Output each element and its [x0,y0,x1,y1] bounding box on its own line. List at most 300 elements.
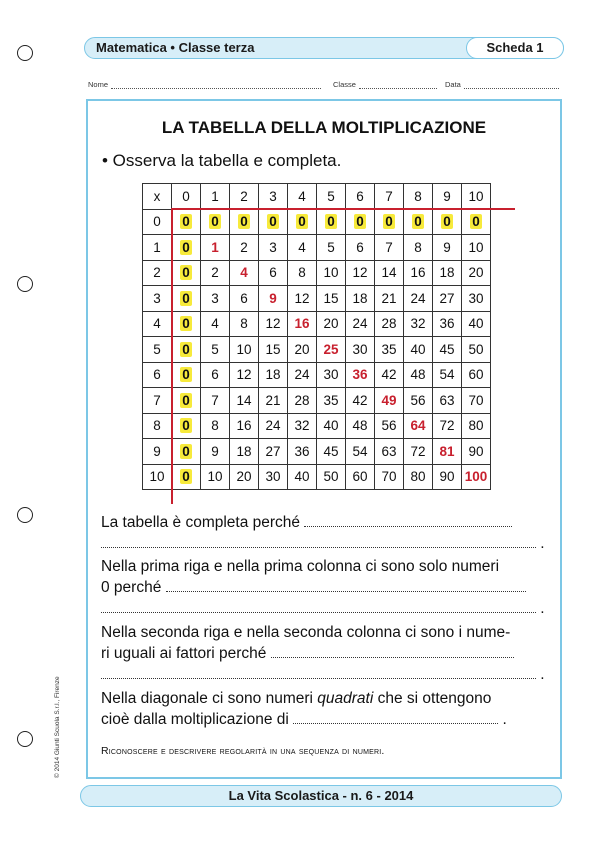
cell-value: 12 [265,316,281,332]
cell-value: 0 [182,392,190,408]
cell-value: 0 [182,290,190,306]
cell-value: 1 [211,239,219,255]
table-cell [259,388,288,414]
page-title: LA TABELLA DELLA MOLTIPLICAZIONE [161,118,487,137]
table-row [143,286,491,312]
table-cell [259,362,288,388]
column-header-cell: 2 [230,184,259,210]
table-cell [201,337,230,363]
table-cell [404,311,433,337]
row-header-cell: 6 [143,362,172,388]
cell-value: 8 [211,418,219,434]
cell-value: 10 [468,239,484,255]
table-cell [462,260,491,286]
table-cell [288,464,317,490]
footer-bar: La Vita Scolastica - n. 6 - 2014 [80,785,562,807]
table-cell [230,209,259,235]
cell-value: 0 [327,214,335,230]
red-row-separator [171,208,515,210]
table-cell [230,235,259,261]
table-cell [317,464,346,490]
cell-value: 12 [236,367,252,383]
table-row [143,464,491,490]
cell-value: 28 [294,392,310,408]
table-cell [375,362,404,388]
table-cell [404,286,433,312]
cell-value: 21 [265,392,281,408]
table-cell [201,362,230,388]
table-cell [288,286,317,312]
cell-value: 5 [211,341,219,357]
question-4-text-post: che si ottengono [373,690,492,707]
red-column-separator [171,208,173,504]
cell-value: 40 [323,418,339,434]
table-header-row [143,184,491,210]
cell-value: 10 [207,469,223,485]
table-cell [288,209,317,235]
column-header-cell: 10 [462,184,491,210]
answer-line[interactable] [271,645,514,658]
table-cell [462,311,491,337]
cell-value: 80 [468,418,484,434]
table-cell [433,209,462,235]
cell-value: 72 [410,443,426,459]
table-cell [346,464,375,490]
column-header-cell: 4 [288,184,317,210]
cell-value: 25 [323,341,339,357]
answer-line[interactable] [166,579,526,592]
table-corner-cell: x [143,184,172,210]
learning-objective: Riconoscere e descrivere regolarità in una sequenza di numeri. [101,745,385,757]
table-cell [375,439,404,465]
answer-line[interactable] [293,711,498,724]
table-cell [346,235,375,261]
row-header-cell: 10 [143,464,172,490]
cell-value: 0 [182,316,190,332]
table-cell [288,311,317,337]
table-cell [259,286,288,312]
cell-value: 42 [352,392,368,408]
cell-value: 56 [381,418,397,434]
cell-value: 7 [211,392,219,408]
table-cell [230,388,259,414]
cell-value: 36 [439,316,455,332]
column-header-cell: 9 [433,184,462,210]
table-cell [288,235,317,261]
cell-value: 27 [265,443,281,459]
cell-value: 27 [439,290,455,306]
table-cell [375,464,404,490]
table-cell [172,337,201,363]
cell-value: 0 [182,214,190,230]
table-cell [201,235,230,261]
cell-value: 18 [439,265,455,281]
question-2-text-b: 0 perché [101,579,162,596]
cell-value: 6 [211,367,219,383]
cell-value: 24 [410,290,426,306]
class-label: Classe [333,80,356,89]
subject-title: Matematica • Classe terza [96,40,255,55]
cell-value: 7 [385,239,393,255]
cell-value: 54 [352,443,368,459]
table-cell [404,413,433,439]
multiplication-table [142,183,491,490]
row-header-cell: 9 [143,439,172,465]
table-cell [433,362,462,388]
table-cell [404,235,433,261]
row-header-cell: 0 [143,209,172,235]
table-cell [404,209,433,235]
table-cell [375,209,404,235]
table-cell [462,439,491,465]
table-cell [172,209,201,235]
cell-value: 70 [468,392,484,408]
table-row [143,413,491,439]
cell-value: 9 [443,239,451,255]
cell-value: 80 [410,469,426,485]
cell-value: 16 [294,316,310,332]
row-header-cell: 5 [143,337,172,363]
question-4-emphasis: quadrati [317,690,374,707]
table-cell [317,413,346,439]
table-cell [433,388,462,414]
cell-value: 0 [182,367,190,383]
cell-value: 49 [381,392,397,408]
cell-value: 0 [298,214,306,230]
table-cell [462,286,491,312]
cell-value: 48 [410,367,426,383]
table-cell [346,260,375,286]
table-cell [172,311,201,337]
cell-value: 20 [236,469,252,485]
table-cell [259,311,288,337]
cell-value: 0 [472,214,480,230]
row-header-cell: 4 [143,311,172,337]
answer-line[interactable] [101,666,536,679]
table-cell [346,439,375,465]
table-cell [375,235,404,261]
table-cell [259,439,288,465]
table-cell [375,337,404,363]
student-fields [88,80,560,92]
table-cell [346,311,375,337]
question-4-text-b: cioè dalla moltiplicazione di [101,711,289,728]
row-header-cell: 1 [143,235,172,261]
table-cell [317,337,346,363]
table-cell [201,286,230,312]
table-row [143,235,491,261]
table-cell [433,413,462,439]
cell-value: 24 [265,418,281,434]
cell-value: 40 [468,316,484,332]
table-cell [433,337,462,363]
instruction: • Osserva la tabella e completa. [102,151,342,170]
table-cell [404,362,433,388]
cell-value: 50 [323,469,339,485]
table-cell [288,337,317,363]
table-cell [404,464,433,490]
table-cell [259,260,288,286]
cell-value: 36 [352,367,368,383]
table-cell [375,286,404,312]
copyright-notice: © 2014 Giunti Scuola S.r.l., Firenze [54,676,61,778]
column-header-cell: 3 [259,184,288,210]
table-cell [375,413,404,439]
cell-value: 6 [356,239,364,255]
cell-value: 15 [323,290,339,306]
cell-value: 4 [211,316,219,332]
cell-value: 20 [468,265,484,281]
table-cell [201,464,230,490]
cell-value: 6 [269,265,277,281]
table-cell [346,286,375,312]
table-cell [230,439,259,465]
table-cell [172,260,201,286]
cell-value: 35 [323,392,339,408]
table-row [143,439,491,465]
question-2: Nella prima riga e nella prima colonna ci sono solo numeri 0 perché . [101,558,545,617]
column-header-cell: 0 [172,184,201,210]
cell-value: 0 [443,214,451,230]
table-cell [433,439,462,465]
cell-value: 2 [240,239,248,255]
cell-value: 30 [323,367,339,383]
cell-value: 0 [182,469,190,485]
cell-value: 0 [211,214,219,230]
table-cell [317,286,346,312]
table-cell [317,235,346,261]
cell-value: 42 [381,367,397,383]
class-field[interactable] [333,80,437,89]
cell-value: 5 [327,239,335,255]
table-cell [259,337,288,363]
table-cell [433,235,462,261]
question-3-text-b: ri uguali ai fattori perché [101,645,267,662]
cell-value: 40 [410,341,426,357]
cell-value: 0 [385,214,393,230]
cell-value: 9 [211,443,219,459]
cell-value: 4 [298,239,306,255]
table-cell [317,209,346,235]
table-cell [346,337,375,363]
row-header-cell: 7 [143,388,172,414]
table-cell [172,388,201,414]
table-cell [317,260,346,286]
cell-value: 60 [468,367,484,383]
binder-hole [17,507,33,523]
table-cell [230,260,259,286]
table-cell [433,260,462,286]
cell-value: 54 [439,367,455,383]
cell-value: 0 [356,214,364,230]
cell-value: 72 [439,418,455,434]
table-cell [462,209,491,235]
question-4-text-pre: Nella diagonale ci sono numeri [101,690,318,707]
table-cell [172,413,201,439]
cell-value: 12 [352,265,368,281]
table-cell [317,388,346,414]
table-cell [172,362,201,388]
table-cell [230,337,259,363]
cell-value: 18 [265,367,281,383]
column-header-cell: 7 [375,184,404,210]
binder-hole [17,276,33,292]
table-cell [346,209,375,235]
table-cell [462,413,491,439]
cell-value: 50 [468,341,484,357]
cell-value: 40 [294,469,310,485]
cell-value: 90 [439,469,455,485]
sheet-badge: Scheda 1 [466,37,564,59]
table-cell [201,209,230,235]
cell-value: 20 [323,316,339,332]
table-cell [172,235,201,261]
table-cell [201,413,230,439]
cell-value: 64 [410,418,426,434]
cell-value: 63 [381,443,397,459]
cell-value: 100 [464,469,488,485]
table-cell [433,311,462,337]
table-cell [201,439,230,465]
table-cell [288,260,317,286]
table-cell [375,388,404,414]
cell-value: 45 [439,341,455,357]
table-cell [259,413,288,439]
cell-value: 70 [381,469,397,485]
table-row [143,209,491,235]
cell-value: 0 [182,341,190,357]
cell-value: 0 [182,265,190,281]
table-cell [230,286,259,312]
table-cell [404,260,433,286]
cell-value: 18 [236,443,252,459]
table-cell [288,388,317,414]
cell-value: 6 [240,290,248,306]
table-cell [172,464,201,490]
row-header-cell: 2 [143,260,172,286]
question-3-text-a: Nella seconda riga e nella seconda colonna ci sono i nume- [101,624,511,641]
table-cell [462,362,491,388]
table-cell [259,235,288,261]
table-cell [317,362,346,388]
table-cell [462,464,491,490]
cell-value: 24 [352,316,368,332]
date-field[interactable] [445,80,559,89]
cell-value: 3 [269,239,277,255]
table-row [143,260,491,286]
cell-value: 0 [182,418,190,434]
table-cell [375,311,404,337]
table-cell [230,362,259,388]
cell-value: 14 [381,265,397,281]
cell-value: 9 [269,290,277,306]
answer-line[interactable] [101,535,536,548]
cell-value: 10 [323,265,339,281]
answer-line[interactable] [101,600,536,613]
table-cell [433,286,462,312]
cell-value: 12 [294,290,310,306]
table-cell [201,260,230,286]
date-label: Data [445,80,461,89]
cell-value: 28 [381,316,397,332]
binder-hole [17,731,33,747]
cell-value: 0 [240,214,248,230]
cell-value: 24 [294,367,310,383]
cell-value: 30 [352,341,368,357]
cell-value: 32 [410,316,426,332]
cell-value: 21 [381,290,397,306]
table-cell [317,439,346,465]
table-row [143,362,491,388]
cell-value: 10 [236,341,252,357]
cell-value: 35 [381,341,397,357]
cell-value: 15 [265,341,281,357]
name-label: Nome [88,80,109,89]
question-1: La tabella è completa perché . [101,514,545,552]
table-cell [317,311,346,337]
cell-value: 4 [240,265,248,281]
column-header-cell: 1 [201,184,230,210]
cell-value: 16 [410,265,426,281]
table-cell [404,388,433,414]
table-cell [172,286,201,312]
table-cell [404,337,433,363]
cell-value: 60 [352,469,368,485]
binder-hole [17,45,33,61]
table-cell [462,388,491,414]
cell-value: 0 [269,214,277,230]
cell-value: 32 [294,418,310,434]
table-cell [172,439,201,465]
cell-value: 8 [414,239,422,255]
table-cell [375,260,404,286]
name-field[interactable] [88,80,321,89]
cell-value: 14 [236,392,252,408]
cell-value: 8 [298,265,306,281]
table-cell [259,464,288,490]
table-cell [433,464,462,490]
question-3: Nella seconda riga e nella seconda colonna ci sono i nume- ri uguali ai fattori perché . [101,624,545,683]
cell-value: 56 [410,392,426,408]
table-row [143,311,491,337]
table-cell [462,337,491,363]
question-4: Nella diagonale ci sono numeri quadrati che si ottengono cioè dalla moltiplicazione di . [101,690,507,728]
cell-value: 18 [352,290,368,306]
cell-value: 90 [468,443,484,459]
cell-value: 48 [352,418,368,434]
table-cell [346,388,375,414]
table-cell [288,439,317,465]
table-row [143,388,491,414]
answer-line[interactable] [304,514,512,527]
question-1-text: La tabella è completa perché [101,514,301,531]
table-cell [346,362,375,388]
table-cell [288,413,317,439]
question-2-text-a: Nella prima riga e nella prima colonna ci sono solo numeri [101,558,500,575]
column-header-cell: 5 [317,184,346,210]
cell-value: 8 [240,316,248,332]
cell-value: 0 [414,214,422,230]
table-cell [288,362,317,388]
table-cell [230,413,259,439]
table-cell [404,439,433,465]
cell-value: 2 [211,265,219,281]
table-cell [230,464,259,490]
row-header-cell: 8 [143,413,172,439]
table-row [143,337,491,363]
row-header-cell: 3 [143,286,172,312]
cell-value: 20 [294,341,310,357]
